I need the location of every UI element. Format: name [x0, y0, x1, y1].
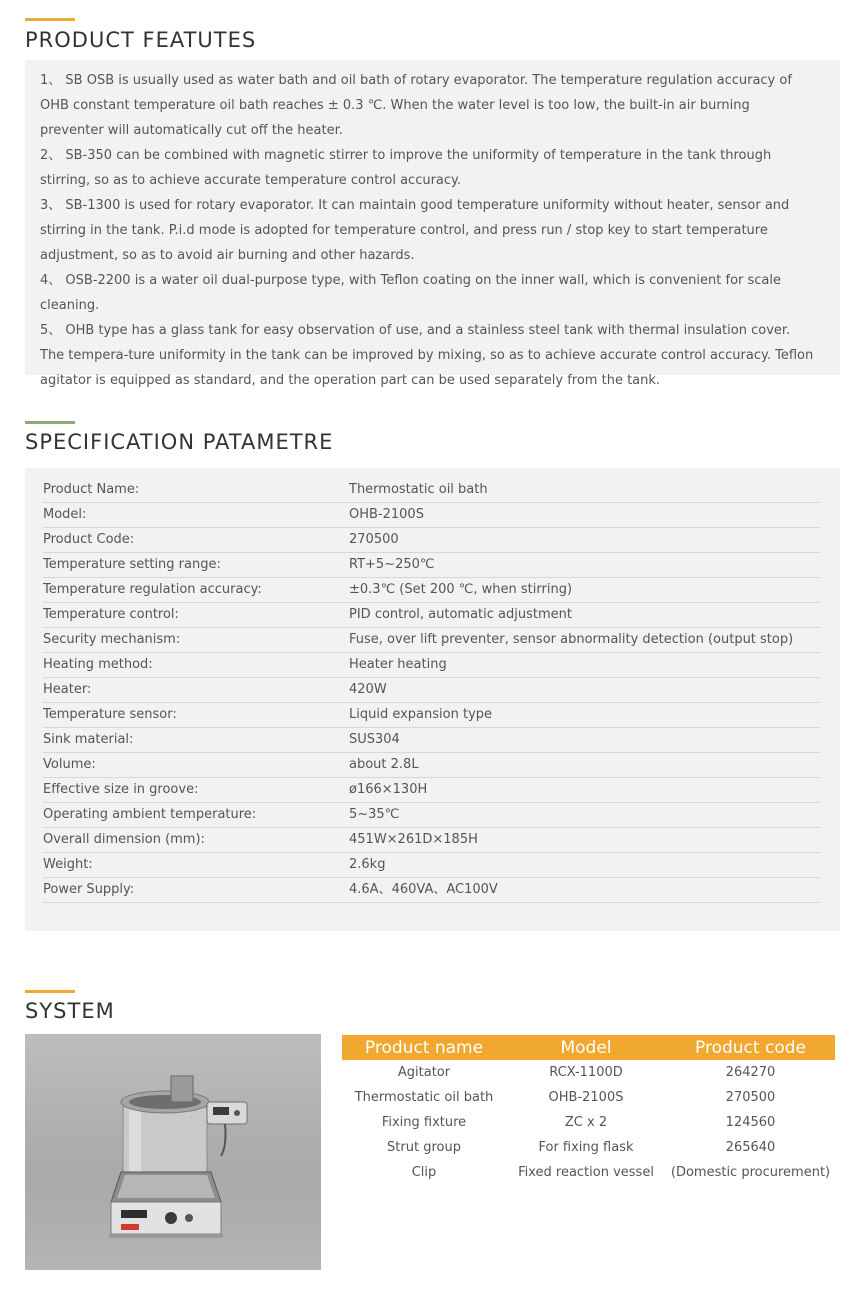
cell-product-name: Strut group [387, 1140, 461, 1155]
cell-product-code: 270500 [725, 1090, 776, 1105]
feature-item: 1、 SB OSB is usually used as water bath and oil bath of rotary evaporator. The temperature regulation accuracy of OHB constant temperature oil bath reaches ± 0.3 ℃. When the water level is too low, the built-in air burning preventer will automatically cut off the heater. [40, 73, 792, 138]
column-header-model: Model [506, 1035, 666, 1060]
cell-model: For fixing flask [538, 1140, 634, 1155]
product-illustration [25, 1034, 321, 1270]
spec-label: Sink material: [43, 732, 134, 747]
system-table [342, 1035, 835, 1185]
spec-panel [25, 468, 840, 931]
spec-row [43, 803, 820, 828]
spec-value: RT+5~250℃ [349, 557, 435, 572]
features-panel [25, 60, 840, 388]
cell-product-code: 124560 [725, 1115, 776, 1130]
spec-row [43, 478, 820, 503]
spec-label: Weight: [43, 857, 93, 872]
cell-product-code: 264270 [725, 1065, 776, 1080]
spec-value: 2.6kg [349, 857, 386, 872]
spec-value: Fuse, over lift preventer, sensor abnormality detection (output stop) [349, 632, 794, 647]
spec-row [43, 728, 820, 753]
spec-value: 451W×261D×185H [349, 832, 478, 847]
system-title: SYSTEM [25, 999, 115, 1023]
spec-value: PID control, automatic adjustment [349, 607, 572, 622]
cell-product-code: 265640 [725, 1140, 776, 1155]
features-title: PRODUCT FEATUTES [25, 28, 257, 52]
cell-product-name: Agitator [397, 1065, 451, 1080]
spec-row [43, 778, 820, 803]
spec-value: 420W [349, 682, 387, 697]
product-photo [25, 1034, 321, 1270]
spec-row [43, 853, 820, 878]
spec-label: Power Supply: [43, 882, 135, 897]
table-row [342, 1110, 835, 1135]
feature-item: 5、 OHB type has a glass tank for easy observation of use, and a stainless steel tank with thermal insulation cover. The tempera-ture uniformity in the tank can be improved by mixing, so as to achieve accurate control accuracy. Teflon agitator is equipped as standard, and the operation part can be used separately from the tank. [40, 323, 814, 388]
spec-value: 4.6A、460VA、AC100V [349, 882, 498, 897]
spec-row [43, 828, 820, 853]
feature-item: 4、 OSB-2200 is a water oil dual-purpose type, with Teflon coating on the inner wall, which is convenient for scale cleaning. [40, 273, 781, 313]
spec-label: Heating method: [43, 657, 153, 672]
cell-model: ZC x 2 [564, 1115, 608, 1130]
cell-product-name: Thermostatic oil bath [354, 1090, 494, 1105]
spec-label: Product Name: [43, 482, 140, 497]
spec-row [43, 753, 820, 778]
spec-row [43, 528, 820, 553]
spec-label: Temperature control: [43, 607, 179, 622]
spec-label: Security mechanism: [43, 632, 181, 647]
system-title-accent [25, 990, 75, 993]
cell-product-code: (Domestic procurement) [670, 1165, 831, 1180]
spec-label: Temperature sensor: [43, 707, 177, 722]
cell-model: OHB-2100S [548, 1090, 624, 1105]
column-header-product-code: Product code [666, 1035, 835, 1060]
spec-row [43, 678, 820, 703]
spec-row [43, 603, 820, 628]
cell-model: Fixed reaction vessel [518, 1165, 654, 1180]
spec-label: Model: [43, 507, 87, 522]
spec-row [43, 653, 820, 678]
spec-row [43, 553, 820, 578]
spec-title-accent [25, 421, 75, 424]
spec-row [43, 878, 820, 903]
spec-value: 270500 [349, 532, 399, 547]
spec-label: Volume: [43, 757, 96, 772]
spec-value: OHB-2100S [349, 507, 424, 522]
spec-value: Heater heating [349, 657, 447, 672]
spec-value: ø166×130H [349, 782, 428, 797]
spec-value: Thermostatic oil bath [349, 482, 488, 497]
feature-item: 3、 SB-1300 is used for rotary evaporator. It can maintain good temperature uniformity without heater, sensor and stirring in the tank. P.i.d mode is adopted for temperature control, and press run / stop key to start temperature adjustment, so as to avoid air burning and other hazards. [40, 198, 790, 263]
cell-product-name: Clip [411, 1165, 437, 1180]
spec-label: Overall dimension (mm): [43, 832, 205, 847]
features-title-accent [25, 18, 75, 21]
spec-label: Effective size in groove: [43, 782, 199, 797]
spec-row [43, 503, 820, 528]
spec-label: Temperature setting range: [43, 557, 221, 572]
feature-item: 2、 SB-350 can be combined with magnetic stirrer to improve the uniformity of temperature in the tank through stirring, so as to achieve accurate temperature control accuracy. [40, 148, 772, 188]
system-table-header [342, 1035, 835, 1060]
spec-label: Heater: [43, 682, 92, 697]
table-row [342, 1135, 835, 1160]
spec-row [43, 703, 820, 728]
spec-value: Liquid expansion type [349, 707, 493, 722]
table-row [342, 1085, 835, 1110]
spec-value: about 2.8L [349, 757, 419, 772]
spec-value: SUS304 [349, 732, 400, 747]
cell-product-name: Fixing fixture [381, 1115, 467, 1130]
spec-label: Product Code: [43, 532, 135, 547]
table-row [342, 1060, 835, 1085]
spec-label: Operating ambient temperature: [43, 807, 257, 822]
column-header-product-name: Product name [342, 1035, 506, 1060]
spec-value: ±0.3℃ (Set 200 ℃, when stirring) [349, 582, 573, 597]
spec-title: SPECIFICATION PATAMETRE [25, 430, 334, 454]
spec-row [43, 578, 820, 603]
spec-row [43, 628, 820, 653]
spec-label: Temperature regulation accuracy: [43, 582, 262, 597]
spec-value: 5~35℃ [349, 807, 400, 822]
table-row [342, 1160, 835, 1185]
cell-model: RCX-1100D [549, 1065, 623, 1080]
